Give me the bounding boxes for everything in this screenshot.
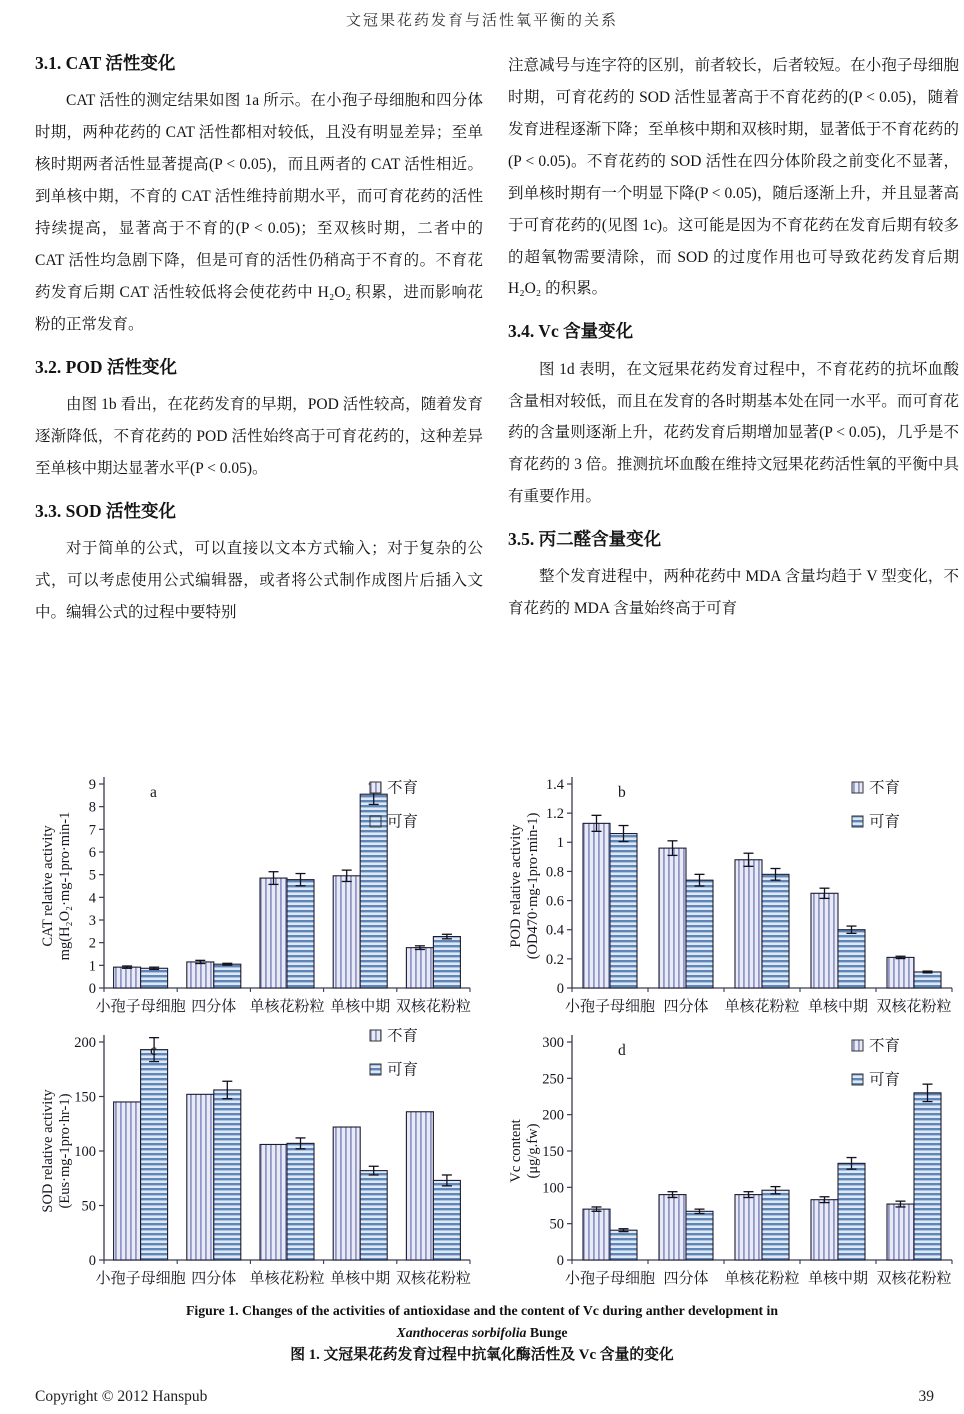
legend-label-不育: 不育 xyxy=(869,779,901,797)
bar-不育-2 xyxy=(735,860,762,988)
bar-不育-0 xyxy=(583,823,610,988)
chart-svg-d xyxy=(498,1028,964,1300)
bar-不育-1 xyxy=(187,962,214,988)
paragraph-sod-continued: 注意减号与连字符的区别，前者较长，后者较短。在小孢子母细胞时期，可育花药的 SOD 活性显著高于不育花药的(P < 0.05)，随着发育进程逐渐下降；至单核中期和双核时期，显著低于不育花药的(P < 0.05)。不育花药的 SOD 活性在四分体阶段之前变化不显著，到单核时期有一个明显下降(P < 0.05)，随后逐渐上升，并且显著高于可育花药的(见图 1c)。这可能是因为不育花药在发育后期有较多的超氧物需要清除，而 SOD 的过度作用也可导致花药发育后期 H₂O₂ 的积累。 xyxy=(508,57,959,298)
figure-caption-zh: 图 1. 文冠果花药发育过程中抗氧化酶活性及 Vc 含量的变化 xyxy=(290,1347,674,1364)
figure-panel-a-cat-chart xyxy=(30,770,482,1028)
paragraph-cat: CAT 活性的测定结果如图 1a 所示。在小孢子母细胞和四分体时期，两种花药的 CAT 活性都相对较低，且没有明显差异；至单核时期两者活性显著提高(P < 0.05)，而且两者的 CAT 活性相近。到单核中期，不育的 CAT 活性维持前期水平，而可育花药的活性持续提高，显著高于不育的(P < 0.05)；至双核时期，二者中的 CAT 活性均急剧下降，但是可育的活性仍稍高于不育的。不育花药发育后期 CAT 活性较低将会使花药中 H₂O₂ 积累，进而影响花粉的正常发育。 xyxy=(35,92,483,333)
bar-不育-4 xyxy=(406,1112,433,1260)
bar-不育-1 xyxy=(659,848,686,988)
bar-可育-3 xyxy=(360,1171,387,1260)
x-category-label: 四分体 xyxy=(663,1271,709,1287)
y-tick-label: 7 xyxy=(88,822,96,839)
legend-swatch-不育 xyxy=(370,782,381,793)
bar-可育-1 xyxy=(686,880,713,988)
x-category-label: 双核花粉粒 xyxy=(395,999,471,1015)
x-category-label: 单核花粉粒 xyxy=(724,999,800,1015)
bar-不育-4 xyxy=(406,948,433,988)
y-tick-label: 50 xyxy=(549,1216,564,1233)
legend-swatch-可育 xyxy=(370,1064,381,1075)
y-tick-label: 4 xyxy=(88,890,96,907)
x-category-label: 单核花粉粒 xyxy=(249,999,325,1015)
y-tick-label: 100 xyxy=(74,1143,96,1160)
section-heading-3-4: 3.4. Vc 含量变化 xyxy=(508,321,634,342)
chart-svg-a xyxy=(30,770,482,1028)
bar-可育-0 xyxy=(141,968,168,988)
y-tick-label: 9 xyxy=(88,776,96,793)
figure-caption-en-line2: Xanthoceras sorbifolia Bunge xyxy=(396,1325,568,1341)
bar-可育-1 xyxy=(686,1211,713,1260)
left-column xyxy=(35,50,483,636)
page-number: 39 xyxy=(918,1388,934,1405)
y-tick-label: 1 xyxy=(556,835,564,852)
bar-不育-1 xyxy=(187,1094,214,1260)
y-tick-label: 200 xyxy=(74,1034,96,1051)
y-tick-label: 150 xyxy=(542,1143,564,1160)
y-tick-label: 0.6 xyxy=(545,893,564,910)
x-category-label: 单核中期 xyxy=(330,1271,391,1287)
y-tick-label: 300 xyxy=(542,1034,564,1051)
bar-可育-4 xyxy=(433,937,460,988)
chart-svg-c xyxy=(30,1028,482,1300)
chart-svg-b xyxy=(498,770,964,1028)
x-category-label: 单核中期 xyxy=(330,999,391,1015)
x-category-label: 单核中期 xyxy=(807,999,869,1015)
bar-可育-2 xyxy=(762,874,789,988)
section-heading-3-1: 3.1. CAT 活性变化 xyxy=(35,53,176,73)
bar-不育-3 xyxy=(811,893,838,988)
x-category-label: 单核中期 xyxy=(807,1271,869,1287)
figure-caption-en-line1: Figure 1. Changes of the activities of antioxidase and the content of Vc during anther development in xyxy=(185,1303,779,1318)
section-heading-3-3: 3.3. SOD 活性变化 xyxy=(35,500,176,521)
legend-swatch-可育 xyxy=(852,1074,863,1085)
x-category-label: 小孢子母细胞 xyxy=(564,999,656,1015)
y-tick-label: 0 xyxy=(556,1252,564,1269)
paragraph-pod: 由图 1b 看出，在花药发育的早期，POD 活性较高，随着发育逐渐降低，不育花药的 POD 活性始终高于可育花药的，这种差异至单核中期达显著水平(P < 0.05)。 xyxy=(35,395,483,477)
bar-不育-0 xyxy=(114,1102,141,1260)
y-tick-label: 50 xyxy=(81,1198,96,1215)
y-axis-title-line2: (μg/g.fw) xyxy=(524,1123,541,1179)
bar-可育-4 xyxy=(433,1180,460,1260)
species-name: Xanthoceras sorbifolia xyxy=(396,1325,527,1341)
paragraph-vc: 图 1d 表明，在文冠果花药发育过程中，不育花药的抗坏血酸含量相对较低，而且在发育的各时期基本处在同一水平。而可育花药的含量则逐渐上升，花药发育后期增加显著(P < 0.05)，几乎是不育花药的 3 倍。推测抗坏血酸在维持文冠果花药活性氧的平衡中具有重要作用。 xyxy=(508,360,959,506)
legend-label-可育: 可育 xyxy=(869,813,901,831)
legend-swatch-不育 xyxy=(370,1030,381,1041)
y-tick-label: 0.2 xyxy=(545,951,564,968)
panel-label: a xyxy=(150,784,157,801)
y-axis-title-line1: Vc content xyxy=(507,1119,524,1183)
bar-可育-3 xyxy=(838,1163,865,1260)
y-tick-label: 200 xyxy=(542,1107,564,1124)
y-tick-label: 5 xyxy=(88,867,96,884)
figure-panel-c-sod-chart xyxy=(30,1028,482,1300)
bar-不育-2 xyxy=(260,878,287,988)
legend-label-可育: 可育 xyxy=(387,813,419,831)
bar-不育-0 xyxy=(583,1209,610,1260)
copyright-text: Copyright © 2012 Hanspub xyxy=(35,1388,208,1405)
bar-可育-0 xyxy=(610,1230,637,1260)
bar-可育-0 xyxy=(141,1050,168,1260)
bar-不育-1 xyxy=(659,1195,686,1260)
x-category-label: 四分体 xyxy=(191,999,237,1015)
y-tick-label: 1 xyxy=(88,958,96,975)
y-tick-label: 0.8 xyxy=(545,864,564,881)
x-category-label: 双核花粉粒 xyxy=(876,999,952,1015)
x-category-label: 小孢子母细胞 xyxy=(95,1271,186,1287)
bar-可育-1 xyxy=(214,1090,241,1260)
bar-可育-2 xyxy=(287,880,314,988)
x-category-label: 单核花粉粒 xyxy=(724,1271,800,1287)
bar-可育-2 xyxy=(762,1190,789,1260)
legend-swatch-不育 xyxy=(852,782,863,793)
y-axis-title-line2: (OD470·mg-1pro·min-1) xyxy=(524,812,541,960)
bar-可育-1 xyxy=(214,964,241,988)
bar-可育-4 xyxy=(914,1093,941,1260)
y-tick-label: 0.4 xyxy=(545,922,564,939)
y-tick-label: 0 xyxy=(88,980,96,997)
y-tick-label: 2 xyxy=(88,935,96,952)
y-axis-title-line1: CAT relative activity xyxy=(39,825,56,947)
y-axis-title-line2: (Eus·mg-1pro·hr-1) xyxy=(56,1093,73,1209)
paragraph-sod-intro: 对于简单的公式，可以直接以文本方式输入；对于复杂的公式，可以考虑使用公式编辑器，或者将公式制作成图片后插入文中。编辑公式的过程中要特别 xyxy=(35,539,483,621)
y-tick-label: 6 xyxy=(88,844,96,861)
y-tick-label: 0 xyxy=(556,980,564,997)
legend-label-不育: 不育 xyxy=(387,779,419,797)
bar-不育-2 xyxy=(735,1195,762,1260)
running-head: 文冠果花药发育与活性氧平衡的关系 xyxy=(345,13,618,29)
right-column xyxy=(508,50,959,632)
paragraph-mda: 整个发育进程中，两种花药中 MDA 含量均趋于 V 型变化，不育花药的 MDA 含量始终高于可育 xyxy=(508,568,959,618)
x-category-label: 双核花粉粒 xyxy=(876,1271,952,1287)
y-tick-label: 100 xyxy=(542,1180,564,1197)
legend-label-不育: 不育 xyxy=(869,1037,901,1055)
legend-label-可育: 可育 xyxy=(387,1061,419,1079)
figure-caption xyxy=(0,1300,964,1368)
bar-可育-0 xyxy=(610,834,637,988)
legend-label-不育: 不育 xyxy=(387,1028,419,1045)
y-tick-label: 8 xyxy=(88,799,96,816)
panel-label: d xyxy=(618,1042,626,1059)
figure-panel-d-vc-chart xyxy=(498,1028,964,1300)
bar-不育-4 xyxy=(887,1204,914,1260)
bar-不育-2 xyxy=(260,1144,287,1260)
figure-panel-b-pod-chart xyxy=(498,770,964,1028)
section-heading-3-2: 3.2. POD 活性变化 xyxy=(35,356,177,377)
x-category-label: 单核花粉粒 xyxy=(249,1271,325,1287)
y-tick-label: 1.2 xyxy=(545,806,564,823)
y-axis-title-line1: SOD relative activity xyxy=(39,1089,56,1213)
bar-可育-3 xyxy=(838,930,865,988)
legend-swatch-不育 xyxy=(852,1040,863,1051)
y-tick-label: 250 xyxy=(542,1071,564,1088)
x-category-label: 四分体 xyxy=(663,999,709,1015)
y-tick-label: 150 xyxy=(74,1089,96,1106)
bar-不育-3 xyxy=(811,1200,838,1260)
panel-label: b xyxy=(618,784,626,801)
bar-不育-0 xyxy=(114,967,141,988)
y-tick-label: 3 xyxy=(88,912,96,929)
page-footer xyxy=(35,1388,934,1406)
bar-不育-3 xyxy=(333,1127,360,1260)
y-tick-label: 0 xyxy=(88,1252,96,1269)
legend-label-可育: 可育 xyxy=(869,1071,901,1089)
y-axis-title-line1: POD relative activity xyxy=(507,824,524,948)
legend-swatch-可育 xyxy=(370,816,381,827)
y-axis-title-line2: mg(H₂O₂·mg-1pro·min-1 xyxy=(56,811,73,961)
legend-swatch-可育 xyxy=(852,816,863,827)
x-category-label: 小孢子母细胞 xyxy=(95,999,186,1015)
x-category-label: 小孢子母细胞 xyxy=(564,1271,656,1287)
bar-不育-3 xyxy=(333,876,360,988)
x-category-label: 四分体 xyxy=(191,1271,237,1287)
panel-label: c xyxy=(150,1042,157,1059)
bar-可育-4 xyxy=(914,972,941,988)
y-tick-label: 1.4 xyxy=(545,776,564,793)
x-category-label: 双核花粉粒 xyxy=(395,1271,471,1287)
bar-可育-2 xyxy=(287,1143,314,1260)
bar-不育-4 xyxy=(887,957,914,988)
section-heading-3-5: 3.5. 丙二醛含量变化 xyxy=(508,529,662,550)
